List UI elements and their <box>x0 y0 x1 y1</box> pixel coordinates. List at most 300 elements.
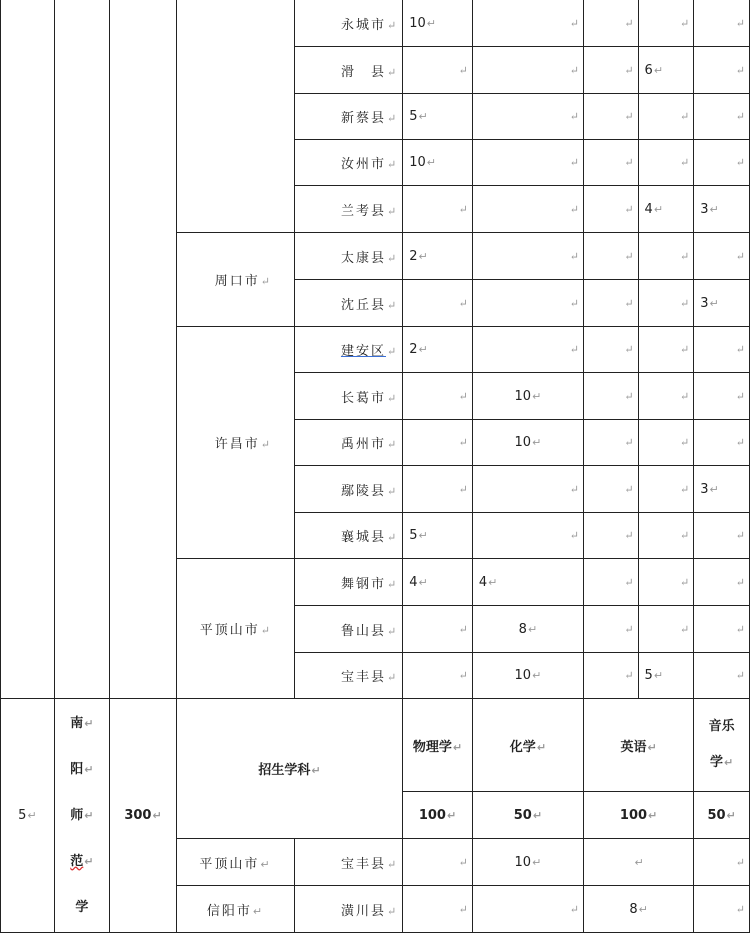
paragraph-mark-icon: ↵ <box>679 622 690 636</box>
county-cell <box>295 839 403 886</box>
paragraph-mark-icon: ↵ <box>386 204 399 218</box>
subject-cell-physics <box>403 699 473 792</box>
paragraph-mark-icon: ↵ <box>458 902 468 916</box>
paragraph-mark-icon: ↵ <box>624 249 634 263</box>
quota-value-cell <box>472 47 583 94</box>
quota-value-cell <box>694 653 750 699</box>
county-cell <box>295 606 403 653</box>
quota-value-cell <box>638 94 694 140</box>
quota-value-cell <box>638 186 694 233</box>
quota-value-cell <box>583 606 638 653</box>
county-cell-text: 建安区 <box>340 344 386 359</box>
school-name-char <box>55 885 110 931</box>
paragraph-mark-icon: ↵ <box>426 156 436 169</box>
paragraph-mark-icon: ↵ <box>458 63 468 77</box>
paragraph-mark-icon: ↵ <box>624 669 634 682</box>
paragraph-mark-icon: ↵ <box>569 110 579 123</box>
paragraph-mark-icon: ↵ <box>386 65 399 79</box>
paragraph-mark-icon: ↵ <box>386 577 399 591</box>
paragraph-mark-icon: ↵ <box>386 18 399 32</box>
paragraph-mark-icon: ↵ <box>735 529 745 542</box>
quota-value-cell <box>403 466 473 513</box>
section-index-cell-text: 5 <box>18 808 27 823</box>
quota-value-cell <box>472 373 583 420</box>
paragraph-mark-icon: ↵ <box>569 156 579 169</box>
city-cell-zhoukou-text: 周口市 <box>214 274 260 289</box>
subject-quota-cell-text: 50 <box>513 807 532 823</box>
paragraph-mark-icon: ↵ <box>709 296 719 310</box>
paragraph-mark-icon: ↵ <box>418 110 428 123</box>
paragraph-mark-icon: ↵ <box>386 484 399 498</box>
paragraph-mark-icon: ↵ <box>386 531 399 544</box>
paragraph-mark-icon: ↵ <box>252 904 265 918</box>
quota-value-cell <box>403 373 473 420</box>
paragraph-mark-icon: ↵ <box>536 740 547 754</box>
paragraph-mark-icon: ↵ <box>386 251 399 265</box>
paragraph-mark-icon: ↵ <box>532 436 542 449</box>
paragraph-mark-icon: ↵ <box>735 855 745 869</box>
subject-cell-music <box>694 699 750 792</box>
school-name-cell <box>54 699 110 933</box>
subject-cell-chemistry <box>472 699 583 792</box>
quota-value-cell-text: 10 <box>514 388 532 404</box>
paragraph-mark-icon: ↵ <box>735 156 745 169</box>
paragraph-mark-icon: ↵ <box>84 716 94 730</box>
quota-value-cell <box>638 140 694 186</box>
quota-value-cell-text: 4 <box>644 201 653 217</box>
paragraph-mark-icon: ↵ <box>458 622 468 636</box>
paragraph-mark-icon: ↵ <box>446 808 457 822</box>
paragraph-mark-icon: ↵ <box>624 389 634 403</box>
quota-value-cell <box>694 280 750 327</box>
county-cell <box>295 0 403 47</box>
county-cell <box>295 47 403 94</box>
paragraph-mark-icon: ↵ <box>418 575 428 589</box>
paragraph-mark-icon: ↵ <box>386 671 399 684</box>
subject-label-cell-text: 招生学科 <box>258 763 311 778</box>
paragraph-mark-icon: ↵ <box>569 902 579 916</box>
quota-value-cell <box>694 0 750 47</box>
paragraph-mark-icon: ↵ <box>624 343 634 356</box>
section-index-cell <box>1 699 55 933</box>
paragraph-mark-icon: ↵ <box>735 575 745 589</box>
county-cell <box>295 513 403 559</box>
quota-value-cell <box>472 839 583 886</box>
paragraph-mark-icon: ↵ <box>532 808 543 822</box>
paragraph-mark-icon: ↵ <box>679 389 690 403</box>
section-quota-cell-text: 300 <box>124 808 152 823</box>
quota-value-cell <box>403 839 473 886</box>
paragraph-mark-icon: ↵ <box>569 202 579 216</box>
paragraph-mark-icon: ↵ <box>735 16 745 30</box>
quota-value-cell <box>403 233 473 280</box>
paragraph-mark-icon: ↵ <box>311 764 321 777</box>
paragraph-mark-icon: ↵ <box>735 622 745 636</box>
quota-value-cell <box>403 559 473 606</box>
paragraph-mark-icon: ↵ <box>624 156 634 169</box>
quota-value-cell <box>472 327 583 373</box>
quota-value-cell <box>694 466 750 513</box>
quota-value-cell <box>694 420 750 466</box>
subject-cell-english-text: 英语 <box>620 739 647 755</box>
quota-value-cell <box>472 606 583 653</box>
quota-value-cell <box>583 47 638 94</box>
paragraph-mark-icon: ↵ <box>653 669 664 682</box>
quota-value-cell <box>583 186 638 233</box>
school-name-char-text: 阳 <box>70 761 84 777</box>
quota-value-cell <box>638 606 694 653</box>
county-cell-text: 舞钢市 <box>340 576 386 592</box>
quota-value-cell <box>583 513 638 559</box>
county-cell <box>295 233 403 280</box>
paragraph-mark-icon: ↵ <box>634 855 644 869</box>
paragraph-mark-icon: ↵ <box>724 756 734 769</box>
subject-quota-cell <box>583 792 693 839</box>
paragraph-mark-icon: ↵ <box>735 436 745 449</box>
quota-value-cell <box>638 466 694 513</box>
quota-value-cell <box>472 140 583 186</box>
table-row <box>1 0 750 47</box>
subject-cell-english <box>583 699 693 792</box>
quota-value-cell <box>472 559 583 606</box>
paragraph-mark-icon: ↵ <box>679 343 690 356</box>
quota-value-cell <box>583 420 638 466</box>
quota-value-cell <box>638 47 694 94</box>
paragraph-mark-icon: ↵ <box>624 622 634 636</box>
county-cell-text: 鄢陵县 <box>340 483 386 499</box>
subject-quota-cell-text: 100 <box>418 807 446 823</box>
county-cell <box>295 186 403 233</box>
paragraph-mark-icon: ↵ <box>735 389 745 403</box>
paragraph-mark-icon: ↵ <box>527 622 538 636</box>
paragraph-mark-icon: ↵ <box>27 809 37 822</box>
paragraph-mark-icon: ↵ <box>418 249 428 263</box>
paragraph-mark-icon: ↵ <box>679 249 690 263</box>
subject-quota-cell-text: 50 <box>707 807 726 823</box>
quota-value-cell-text: 10 <box>514 668 532 683</box>
quota-value-cell <box>638 373 694 420</box>
paragraph-mark-icon: ↵ <box>84 854 94 868</box>
subject-quota-cell <box>472 792 583 839</box>
paragraph-mark-icon: ↵ <box>260 275 272 288</box>
paragraph-mark-icon: ↵ <box>426 16 436 30</box>
quota-value-cell <box>694 373 750 420</box>
city-cell <box>176 839 294 886</box>
paragraph-mark-icon: ↵ <box>653 63 664 77</box>
quota-value-cell-text: 3 <box>700 201 709 217</box>
quota-value-cell <box>694 839 750 886</box>
paragraph-mark-icon: ↵ <box>624 482 634 496</box>
paragraph-mark-icon: ↵ <box>735 343 745 356</box>
county-cell <box>295 653 403 699</box>
paragraph-mark-icon: ↵ <box>569 482 579 496</box>
quota-value-cell <box>583 886 693 933</box>
quota-value-cell <box>403 420 473 466</box>
quota-cell <box>110 0 177 699</box>
quota-value-cell-text: 10 <box>514 435 532 450</box>
quota-value-cell <box>694 327 750 373</box>
subject-label-cell <box>176 699 402 839</box>
quota-value-cell-text: 10 <box>514 854 532 870</box>
quota-value-cell <box>694 559 750 606</box>
county-cell <box>295 373 403 420</box>
paragraph-mark-icon: ↵ <box>624 16 634 30</box>
quota-value-cell-text: 5 <box>409 528 418 543</box>
quota-value-cell <box>638 0 694 47</box>
paragraph-mark-icon: ↵ <box>679 156 690 169</box>
quota-value-cell-text: 5 <box>644 668 653 683</box>
city-cell <box>176 0 294 233</box>
city-cell-xuchang <box>176 327 294 559</box>
subject-cell-chemistry-text: 化学 <box>509 739 536 755</box>
quota-value-cell <box>472 466 583 513</box>
quota-value-cell-text: 10 <box>409 155 426 170</box>
county-cell <box>295 280 403 327</box>
quota-value-cell-text: 10 <box>409 15 426 31</box>
quota-value-cell <box>638 559 694 606</box>
paragraph-mark-icon: ↵ <box>648 808 658 822</box>
paragraph-mark-icon: ↵ <box>638 902 648 916</box>
quota-value-cell-text: 3 <box>700 295 709 311</box>
quota-value-cell <box>472 94 583 140</box>
paragraph-mark-icon: ↵ <box>260 857 272 871</box>
county-cell-text: 潢川县 <box>340 903 386 919</box>
paragraph-mark-icon: ↵ <box>386 438 399 451</box>
quota-value-cell <box>403 47 473 94</box>
quota-value-cell-text: 5 <box>409 109 418 124</box>
county-cell-text: 鲁山县 <box>340 623 386 639</box>
county-cell-text: 宝丰县 <box>340 670 386 685</box>
table-row <box>1 699 750 792</box>
subject-music-line2 <box>694 745 749 781</box>
quota-value-cell <box>472 513 583 559</box>
quota-value-cell <box>694 606 750 653</box>
paragraph-mark-icon: ↵ <box>458 482 468 496</box>
paragraph-mark-icon: ↵ <box>624 63 634 77</box>
quota-value-cell-text: 6 <box>644 62 653 78</box>
school-name-char <box>55 701 110 747</box>
quota-value-cell <box>472 233 583 280</box>
quota-value-cell <box>638 327 694 373</box>
paragraph-mark-icon: ↵ <box>647 740 657 754</box>
subject-quota-cell <box>403 792 473 839</box>
county-cell <box>295 420 403 466</box>
quota-value-cell <box>583 0 638 47</box>
quota-value-cell <box>403 94 473 140</box>
paragraph-mark-icon: ↵ <box>386 857 399 871</box>
quota-value-cell <box>403 653 473 699</box>
paragraph-mark-icon: ↵ <box>569 529 579 542</box>
quota-value-cell <box>694 140 750 186</box>
city-cell <box>176 886 294 933</box>
quota-value-cell <box>472 0 583 47</box>
county-cell-text: 兰考县 <box>340 203 386 219</box>
county-cell-text: 永城市 <box>340 17 386 33</box>
county-cell <box>295 559 403 606</box>
paragraph-mark-icon: ↵ <box>735 669 745 682</box>
paragraph-mark-icon: ↵ <box>418 529 428 542</box>
city-cell-text: 信阳市 <box>206 903 252 919</box>
paragraph-mark-icon: ↵ <box>458 389 468 403</box>
paragraph-mark-icon: ↵ <box>624 529 634 542</box>
quota-value-cell <box>583 233 638 280</box>
paragraph-mark-icon: ↵ <box>386 391 399 405</box>
quota-value-cell <box>694 47 750 94</box>
quota-value-cell <box>403 606 473 653</box>
quota-value-cell <box>694 186 750 233</box>
paragraph-mark-icon: ↵ <box>735 902 745 916</box>
paragraph-mark-icon: ↵ <box>735 63 745 77</box>
quota-value-cell <box>583 140 638 186</box>
county-cell-text: 汝州市 <box>340 157 386 172</box>
quota-value-cell-text: 4 <box>478 574 488 590</box>
quota-value-cell-text: 4 <box>409 574 418 590</box>
paragraph-mark-icon: ↵ <box>679 482 690 496</box>
quota-value-cell <box>403 140 473 186</box>
paragraph-mark-icon: ↵ <box>679 575 690 589</box>
quota-value-cell-text: 3 <box>700 481 709 497</box>
quota-value-cell <box>583 327 638 373</box>
subject-music-line2-text: 学 <box>709 755 723 770</box>
paragraph-mark-icon: ↵ <box>386 624 399 638</box>
paragraph-mark-icon: ↵ <box>260 438 272 451</box>
paragraph-mark-icon: ↵ <box>679 529 690 542</box>
paragraph-mark-icon: ↵ <box>84 762 94 776</box>
quota-value-cell <box>403 327 473 373</box>
paragraph-mark-icon: ↵ <box>569 16 579 30</box>
paragraph-mark-icon: ↵ <box>458 855 468 869</box>
paragraph-mark-icon: ↵ <box>624 436 634 449</box>
quota-value-cell <box>583 280 638 327</box>
paragraph-mark-icon: ↵ <box>386 298 399 312</box>
paragraph-mark-icon: ↵ <box>726 808 736 822</box>
quota-value-cell <box>403 186 473 233</box>
quota-value-cell <box>638 513 694 559</box>
quota-value-cell <box>472 653 583 699</box>
quota-value-cell <box>638 233 694 280</box>
city-cell-text: 平顶山市 <box>199 856 260 872</box>
paragraph-mark-icon: ↵ <box>624 296 634 310</box>
quota-value-cell-text: 2 <box>409 342 418 357</box>
quota-value-cell <box>583 653 638 699</box>
quota-value-cell <box>472 280 583 327</box>
paragraph-mark-icon: ↵ <box>709 482 719 496</box>
county-cell <box>295 94 403 140</box>
county-cell-text: 长葛市 <box>340 390 386 406</box>
paragraph-mark-icon: ↵ <box>452 740 463 754</box>
city-cell-zhoukou <box>176 233 294 327</box>
quota-value-cell <box>583 373 638 420</box>
section-quota-cell <box>110 699 177 933</box>
paragraph-mark-icon: ↵ <box>569 63 579 77</box>
paragraph-mark-icon: ↵ <box>386 158 399 171</box>
paragraph-mark-icon: ↵ <box>679 110 690 123</box>
paragraph-mark-icon: ↵ <box>488 575 498 589</box>
paragraph-mark-icon: ↵ <box>84 808 94 822</box>
index-cell <box>1 0 55 699</box>
paragraph-mark-icon: ↵ <box>386 112 399 125</box>
quota-value-cell <box>583 559 638 606</box>
paragraph-mark-icon: ↵ <box>569 296 579 310</box>
paragraph-mark-icon: ↵ <box>152 809 162 822</box>
school-name-char-text: 学 <box>75 899 89 915</box>
school-name-char <box>55 793 110 839</box>
paragraph-mark-icon: ↵ <box>679 296 690 310</box>
paragraph-mark-icon: ↵ <box>624 202 634 216</box>
school-name-char-text: 范 <box>70 853 84 869</box>
paragraph-mark-icon: ↵ <box>679 436 690 449</box>
quota-value-cell <box>403 0 473 47</box>
city-cell-pingdingshan-text: 平顶山市 <box>199 623 260 638</box>
paragraph-mark-icon: ↵ <box>532 669 542 682</box>
quota-value-cell <box>694 513 750 559</box>
paragraph-mark-icon: ↵ <box>532 389 542 403</box>
paragraph-mark-icon: ↵ <box>458 202 468 216</box>
subject-quota-cell-text: 100 <box>619 807 648 823</box>
county-cell-text: 太康县 <box>340 250 386 266</box>
quota-value-cell-text: 2 <box>409 248 418 264</box>
quota-value-cell <box>472 186 583 233</box>
school-cell <box>54 0 110 699</box>
paragraph-mark-icon: ↵ <box>386 904 399 918</box>
paragraph-mark-icon: ↵ <box>735 249 745 263</box>
paragraph-mark-icon: ↵ <box>532 855 542 869</box>
county-cell-text: 襄城县 <box>340 530 386 545</box>
paragraph-mark-icon: ↵ <box>260 624 272 637</box>
county-cell <box>295 886 403 933</box>
quota-value-cell <box>472 420 583 466</box>
quota-value-cell-text: 8 <box>629 901 638 917</box>
quota-value-cell <box>583 839 693 886</box>
county-cell <box>295 327 403 373</box>
paragraph-mark-icon: ↵ <box>569 343 579 356</box>
school-name-char <box>55 747 110 793</box>
county-cell-text: 禹州市 <box>340 437 386 452</box>
paragraph-mark-icon: ↵ <box>624 110 634 123</box>
quota-value-cell <box>638 280 694 327</box>
county-cell-text: 滑 县 <box>340 64 386 80</box>
quota-value-cell <box>403 280 473 327</box>
county-cell <box>295 466 403 513</box>
paragraph-mark-icon: ↵ <box>418 343 428 356</box>
paragraph-mark-icon: ↵ <box>624 575 634 589</box>
school-name-char-text: 南 <box>70 715 84 731</box>
quota-value-cell <box>694 886 750 933</box>
paragraph-mark-icon: ↵ <box>458 436 468 449</box>
quota-value-cell <box>694 233 750 280</box>
quota-value-cell <box>403 886 473 933</box>
county-cell-text: 新蔡县 <box>340 111 386 126</box>
quota-value-cell <box>583 466 638 513</box>
quota-value-cell <box>638 420 694 466</box>
school-name-char-text: 师 <box>70 807 84 823</box>
paragraph-mark-icon: ↵ <box>458 296 468 310</box>
quota-value-cell-text: 8 <box>518 621 527 637</box>
quota-value-cell <box>638 653 694 699</box>
quota-value-cell <box>583 94 638 140</box>
city-cell-xuchang-text: 许昌市 <box>214 437 260 452</box>
county-cell-text: 宝丰县 <box>340 856 386 872</box>
paragraph-mark-icon: ↵ <box>458 669 468 682</box>
school-name-char <box>55 839 110 885</box>
county-cell <box>295 140 403 186</box>
paragraph-mark-icon: ↵ <box>709 202 719 216</box>
quota-value-cell <box>472 886 583 933</box>
subject-quota-cell <box>694 792 750 839</box>
paragraph-mark-icon: ↵ <box>653 202 664 216</box>
paragraph-mark-icon: ↵ <box>569 249 579 263</box>
county-cell-text: 沈丘县 <box>340 297 386 313</box>
